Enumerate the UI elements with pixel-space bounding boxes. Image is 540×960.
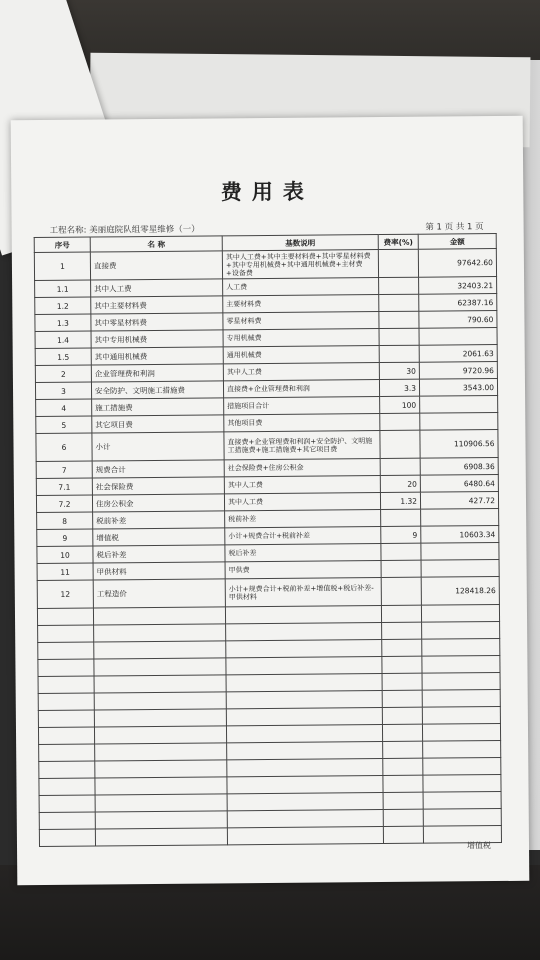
row-no: 12 [37, 580, 93, 608]
row-no: 2 [35, 365, 91, 382]
row-basis: 税后补差 [225, 544, 381, 562]
row-no: 10 [37, 546, 93, 563]
header-no: 序号 [34, 237, 90, 252]
row-name: 其它项目费 [92, 415, 224, 433]
table-row [34, 249, 496, 281]
row-rate [378, 249, 418, 277]
empty-cell [422, 622, 500, 640]
empty-cell [226, 708, 382, 726]
row-no: 1 [34, 252, 90, 280]
row-amount: 427.72 [420, 492, 498, 510]
row-rate: 1.32 [380, 492, 420, 509]
row-rate [379, 294, 419, 311]
row-basis: 其中人工费 [223, 363, 379, 381]
row-amount: 2061.63 [419, 345, 497, 363]
empty-cell [95, 777, 227, 795]
row-basis: 通用机械费 [223, 346, 379, 364]
row-no: 9 [37, 529, 93, 546]
empty-cell [226, 691, 382, 709]
empty-cell [94, 675, 226, 693]
row-no: 5 [36, 416, 92, 433]
empty-cell [227, 793, 383, 811]
empty-cell [93, 607, 225, 625]
row-amount [421, 543, 499, 561]
row-amount: 110906.56 [420, 430, 498, 459]
empty-cell [95, 760, 227, 778]
empty-cell [38, 693, 94, 710]
row-basis: 专用机械费 [223, 329, 379, 347]
empty-cell [39, 829, 95, 846]
empty-cell [94, 658, 226, 676]
row-amount: 97642.60 [418, 249, 496, 278]
row-amount: 6480.64 [420, 475, 498, 493]
row-amount [421, 509, 499, 527]
empty-cell [383, 792, 423, 809]
row-no: 1.3 [35, 314, 91, 331]
empty-cell [382, 690, 422, 707]
footer-note: 增值税 [466, 841, 492, 851]
row-amount: 128418.26 [421, 577, 499, 606]
row-name: 税后补差 [93, 545, 225, 563]
empty-cell [383, 775, 423, 792]
empty-cell [226, 725, 382, 743]
empty-cell [38, 659, 94, 676]
empty-cell [383, 809, 423, 826]
empty-cell [422, 706, 500, 724]
row-amount [420, 413, 498, 431]
row-basis: 小计+规费合计+税前补差+增值税+税后补差-甲供材料 [225, 578, 381, 607]
empty-cell [95, 811, 227, 829]
fee-sheet-page [11, 116, 530, 885]
empty-cell [382, 724, 422, 741]
row-basis: 零星材料费 [223, 312, 379, 330]
row-amount: 3543.00 [419, 379, 497, 397]
empty-cell [421, 605, 499, 623]
empty-cell [38, 642, 94, 659]
row-name: 工程造价 [93, 579, 225, 608]
row-rate: 30 [379, 362, 419, 379]
row-rate [379, 311, 419, 328]
row-rate [381, 509, 421, 526]
row-rate [380, 458, 420, 475]
empty-cell [226, 623, 382, 641]
empty-cell [39, 778, 95, 795]
empty-cell [423, 757, 501, 775]
empty-cell [226, 657, 382, 675]
empty-cell [95, 743, 227, 761]
empty-cell [227, 776, 383, 794]
empty-cell [39, 761, 95, 778]
empty-cell [94, 709, 226, 727]
row-no: 4 [36, 399, 92, 416]
header-rate: 费率(%) [378, 234, 418, 249]
empty-cell [383, 758, 423, 775]
empty-cell [423, 774, 501, 792]
empty-cell [423, 740, 501, 758]
row-no: 7 [36, 461, 92, 478]
page-title: 费用表 [220, 179, 314, 205]
empty-cell [94, 692, 226, 710]
row-rate: 100 [380, 396, 420, 413]
row-name: 施工措施费 [92, 398, 224, 416]
row-no: 3 [35, 382, 91, 399]
row-no: 1.5 [35, 348, 91, 365]
empty-cell [225, 606, 381, 624]
row-basis: 其中人工费 [224, 476, 380, 494]
empty-cell [95, 828, 227, 846]
row-rate [379, 345, 419, 362]
row-name: 其中通用机械费 [91, 347, 223, 365]
row-no: 1.1 [35, 280, 91, 297]
row-rate [379, 328, 419, 345]
empty-cell [39, 744, 95, 761]
row-rate: 3.3 [379, 379, 419, 396]
empty-cell [382, 707, 422, 724]
row-rate: 9 [381, 526, 421, 543]
page-number: 第 1 页 共 1 页 [425, 222, 484, 233]
empty-cell [226, 674, 382, 692]
empty-cell [382, 639, 422, 656]
header-amount: 金额 [418, 234, 496, 250]
empty-cell [423, 808, 501, 826]
row-rate [381, 577, 421, 605]
empty-cell [227, 827, 383, 845]
row-amount [420, 396, 498, 414]
header-name: 名 称 [90, 236, 222, 252]
empty-cell [383, 741, 423, 758]
row-rate [381, 560, 421, 577]
row-basis: 措施项目合计 [224, 397, 380, 415]
row-no: 6 [36, 433, 92, 461]
row-amount: 10603.34 [421, 526, 499, 544]
header-basis: 基数说明 [222, 235, 378, 251]
empty-cell [95, 794, 227, 812]
row-amount: 6908.36 [420, 458, 498, 476]
row-basis: 其他项目费 [224, 414, 380, 432]
empty-cell [94, 624, 226, 642]
row-name: 甲供材料 [93, 562, 225, 580]
row-rate: 20 [380, 475, 420, 492]
row-name: 社会保险费 [92, 477, 224, 495]
empty-cell [422, 656, 500, 674]
row-basis: 直接费+企业管理费和利润+安全防护、文明施工措施费+施工措施费+其它项目费 [224, 431, 380, 460]
row-name: 其中人工费 [91, 279, 223, 297]
row-name: 其中专用机械费 [91, 330, 223, 348]
empty-cell [382, 673, 422, 690]
empty-cell [383, 826, 423, 843]
empty-cell [227, 742, 383, 760]
empty-cell [94, 726, 226, 744]
row-rate [381, 543, 421, 560]
row-rate [379, 277, 419, 294]
row-no: 7.2 [36, 495, 92, 512]
empty-cell [422, 689, 500, 707]
row-basis: 主要材料费 [223, 295, 379, 313]
empty-cell [226, 640, 382, 658]
row-basis: 税前补差 [225, 510, 381, 528]
row-rate [380, 430, 420, 458]
row-amount [419, 328, 497, 346]
empty-cell [422, 723, 500, 741]
empty-cell [38, 727, 94, 744]
row-name: 小计 [92, 432, 224, 461]
row-basis: 小计+规费合计+税前补差 [225, 527, 381, 545]
empty-cell [38, 676, 94, 693]
empty-cell [227, 759, 383, 777]
table-row [36, 430, 498, 462]
row-amount: 9720.96 [419, 362, 497, 380]
row-no: 1.2 [35, 297, 91, 314]
empty-cell [94, 641, 226, 659]
row-name: 规费合计 [92, 460, 224, 478]
row-basis: 其中人工费 [224, 493, 380, 511]
empty-cell [39, 812, 95, 829]
project-name: 工程名称: 美丽庭院队组零星维修（一） [49, 224, 200, 236]
row-name: 增值税 [93, 528, 225, 546]
empty-cell [381, 605, 421, 622]
row-rate [380, 413, 420, 430]
fee-table [34, 233, 502, 847]
empty-cell [422, 639, 500, 657]
row-name: 直接费 [90, 251, 222, 280]
row-amount: 62387.16 [419, 294, 497, 312]
row-basis: 甲供费 [225, 561, 381, 579]
row-basis: 社会保险费+住房公积金 [224, 459, 380, 477]
row-name: 住房公积金 [92, 494, 224, 512]
row-amount: 32403.21 [419, 277, 497, 295]
empty-cell [38, 625, 94, 642]
row-amount [421, 560, 499, 578]
empty-cell [382, 622, 422, 639]
empty-cell [227, 810, 383, 828]
row-basis: 直接费+企业管理费和利润 [223, 380, 379, 398]
row-no: 7.1 [36, 478, 92, 495]
table-row [37, 577, 499, 609]
row-basis: 人工费 [223, 278, 379, 296]
row-name: 其中主要材料费 [91, 296, 223, 314]
empty-cell [39, 795, 95, 812]
row-name: 安全防护、文明施工措施费 [91, 381, 223, 399]
table-body [34, 249, 501, 847]
row-name: 其中零星材料费 [91, 313, 223, 331]
row-basis: 其中人工费+其中主要材料费+其中零星材料费+其中专用机械费+其中通用机械费+主材费+设备费 [222, 250, 378, 279]
row-name: 税前补差 [93, 511, 225, 529]
row-no: 11 [37, 563, 93, 580]
row-no: 8 [37, 512, 93, 529]
row-no: 1.4 [35, 331, 91, 348]
empty-cell [382, 656, 422, 673]
empty-cell [38, 710, 94, 727]
empty-cell [423, 791, 501, 809]
empty-cell [37, 608, 93, 625]
row-amount: 790.60 [419, 311, 497, 329]
empty-row [39, 825, 501, 846]
row-name: 企业管理费和利润 [91, 364, 223, 382]
empty-cell [422, 672, 500, 690]
